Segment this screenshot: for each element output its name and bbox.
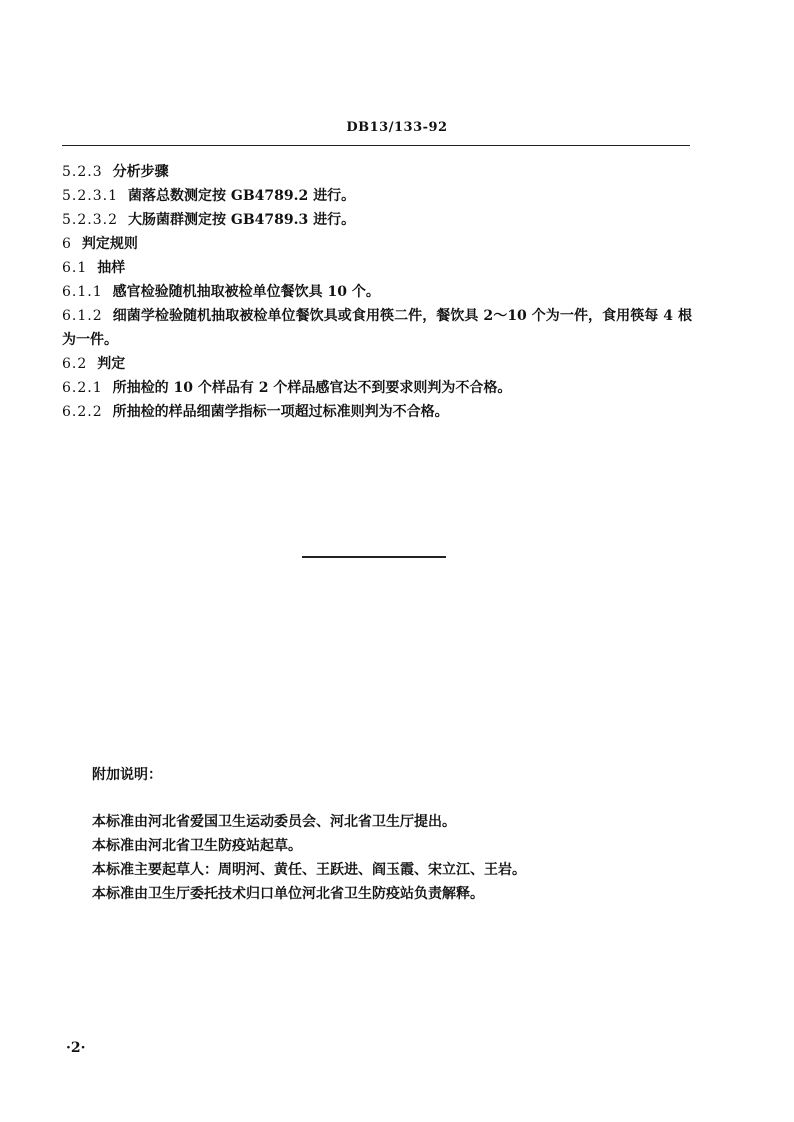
section-6-2-1 <box>62 376 692 400</box>
page-number: ·2· <box>66 1040 86 1056</box>
section-text: 细菌学检验随机抽取被检单位餐饮具或食用筷二件，餐饮具 2～10 个为一件，食用筷每 4 根为一件。 <box>62 308 692 348</box>
note-line-proposer: 本标准由河北省爱国卫生运动委员会、河北省卫生厅提出。 <box>92 814 456 830</box>
section-text: 判定 <box>97 356 126 372</box>
section-number: 6.2.2 <box>62 404 103 420</box>
end-of-text-rule <box>302 556 446 558</box>
document-code: DB13/133-92 <box>346 120 448 135</box>
section-5-2-3 <box>62 160 692 184</box>
section-6 <box>62 232 692 256</box>
document-body <box>62 160 692 424</box>
section-number: 6.1.1 <box>62 284 103 300</box>
section-text: 所抽检的 10 个样品有 2 个样品感官达不到要求则判为不合格。 <box>112 380 512 396</box>
section-text: 感官检验随机抽取被检单位餐饮具 10 个。 <box>112 284 380 300</box>
section-text: 菌落总数测定按 GB4789.2 进行。 <box>127 188 356 204</box>
section-text: 大肠菌群测定按 GB4789.3 进行。 <box>127 212 356 228</box>
section-number: 6.2.1 <box>62 380 103 396</box>
section-number: 6 <box>62 236 72 252</box>
section-5-2-3-1 <box>62 184 692 208</box>
section-text: 所抽检的样品细菌学指标一项超过标准则判为不合格。 <box>112 404 449 420</box>
section-6-2 <box>62 352 692 376</box>
section-number: 6.2 <box>62 356 88 372</box>
section-6-1-1 <box>62 280 692 304</box>
section-6-1-2 <box>62 304 692 352</box>
note-line-drafter: 本标准由河北省卫生防疫站起草。 <box>92 838 302 854</box>
header-divider <box>62 145 690 146</box>
section-number: 6.1 <box>62 260 88 276</box>
section-text: 分析步骤 <box>112 164 169 180</box>
section-text: 判定规则 <box>81 236 138 252</box>
section-number: 5.2.3 <box>62 164 103 180</box>
note-line-interpretation: 本标准由卫生厅委托技术归口单位河北省卫生防疫站负责解释。 <box>92 886 484 902</box>
notes-heading: 附加说明： <box>92 767 162 783</box>
section-6-2-2 <box>62 400 692 424</box>
additional-notes <box>92 764 692 906</box>
section-number: 5.2.3.2 <box>62 212 118 228</box>
section-6-1 <box>62 256 692 280</box>
note-line-authors: 本标准主要起草人：周明河、黄任、王跃进、阎玉霞、宋立江、王岩。 <box>92 862 526 878</box>
section-5-2-3-2 <box>62 208 692 232</box>
section-number: 5.2.3.1 <box>62 188 118 204</box>
section-number: 6.1.2 <box>62 308 103 324</box>
section-text: 抽样 <box>97 260 126 276</box>
